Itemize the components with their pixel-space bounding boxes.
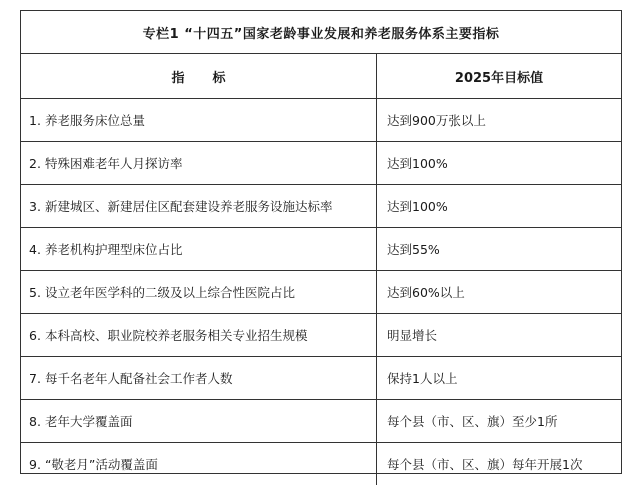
- row-number: 4.: [29, 241, 41, 257]
- table-row: [21, 357, 621, 400]
- target-text: 每个县（市、区、旗）至少1所: [387, 414, 558, 429]
- target-text: 保持1人以上: [387, 371, 458, 386]
- indicator-cell: [21, 271, 377, 313]
- header-target-cell: [377, 54, 621, 98]
- table-title: [21, 11, 621, 54]
- target-text: 明显增长: [387, 328, 438, 343]
- table-title-text: 专栏1 “十四五”国家老龄事业发展和养老服务体系主要指标: [142, 26, 500, 42]
- indicator-text: 新建城区、新建居住区配套建设养老服务设施达标率: [44, 199, 333, 214]
- table-row: [21, 271, 621, 314]
- indicator-cell: [21, 185, 377, 227]
- target-text: 达到100%: [387, 199, 448, 214]
- header-indicator-cell: [21, 54, 377, 98]
- indicator-cell: [21, 400, 377, 442]
- row-number: 9.: [29, 456, 41, 472]
- row-number: 3.: [29, 198, 41, 214]
- target-cell: [377, 271, 621, 313]
- target-cell: [377, 400, 621, 442]
- target-cell: [377, 142, 621, 184]
- target-text: 达到55%: [387, 242, 440, 257]
- indicator-text: “敬老月”活动覆盖面: [44, 457, 158, 472]
- target-text: 每个县（市、区、旗）每年开展1次: [387, 457, 583, 472]
- target-cell: [377, 357, 621, 399]
- table-row: [21, 443, 621, 485]
- target-cell: [377, 99, 621, 141]
- indicator-text: 本科高校、职业院校养老服务相关专业招生规模: [44, 328, 308, 343]
- target-cell: [377, 185, 621, 227]
- indicator-text: 老年大学覆盖面: [44, 414, 133, 429]
- indicator-cell: [21, 142, 377, 184]
- header-target: 2025年目标值: [454, 70, 544, 86]
- row-number: 5.: [29, 284, 41, 300]
- indicator-cell: [21, 443, 377, 485]
- indicator-cell: [21, 357, 377, 399]
- target-cell: [377, 228, 621, 270]
- indicator-text: 每千名老年人配备社会工作者人数: [44, 371, 233, 386]
- indicator-table: [20, 10, 622, 474]
- indicator-text: 设立老年医学科的二级及以上综合性医院占比: [44, 285, 295, 300]
- row-number: 1.: [29, 112, 41, 128]
- target-cell: [377, 314, 621, 356]
- table-row: [21, 142, 621, 185]
- table-row: [21, 185, 621, 228]
- indicator-text: 养老服务床位总量: [44, 113, 145, 128]
- indicator-cell: [21, 228, 377, 270]
- table-row: [21, 99, 621, 142]
- row-number: 7.: [29, 370, 41, 386]
- indicator-text: 特殊困难老年人月探访率: [44, 156, 183, 171]
- table-header: [21, 54, 621, 99]
- target-text: 达到100%: [387, 156, 448, 171]
- header-indicator: 指标: [171, 70, 254, 86]
- table-row: [21, 314, 621, 357]
- target-text: 达到60%以上: [387, 285, 465, 300]
- indicator-text: 养老机构护理型床位占比: [44, 242, 183, 257]
- row-number: 6.: [29, 327, 41, 343]
- target-cell: [377, 443, 621, 485]
- table-row: [21, 400, 621, 443]
- target-text: 达到900万张以上: [387, 113, 486, 128]
- row-number: 8.: [29, 413, 41, 429]
- row-number: 2.: [29, 155, 41, 171]
- indicator-cell: [21, 314, 377, 356]
- table-row: [21, 228, 621, 271]
- indicator-cell: [21, 99, 377, 141]
